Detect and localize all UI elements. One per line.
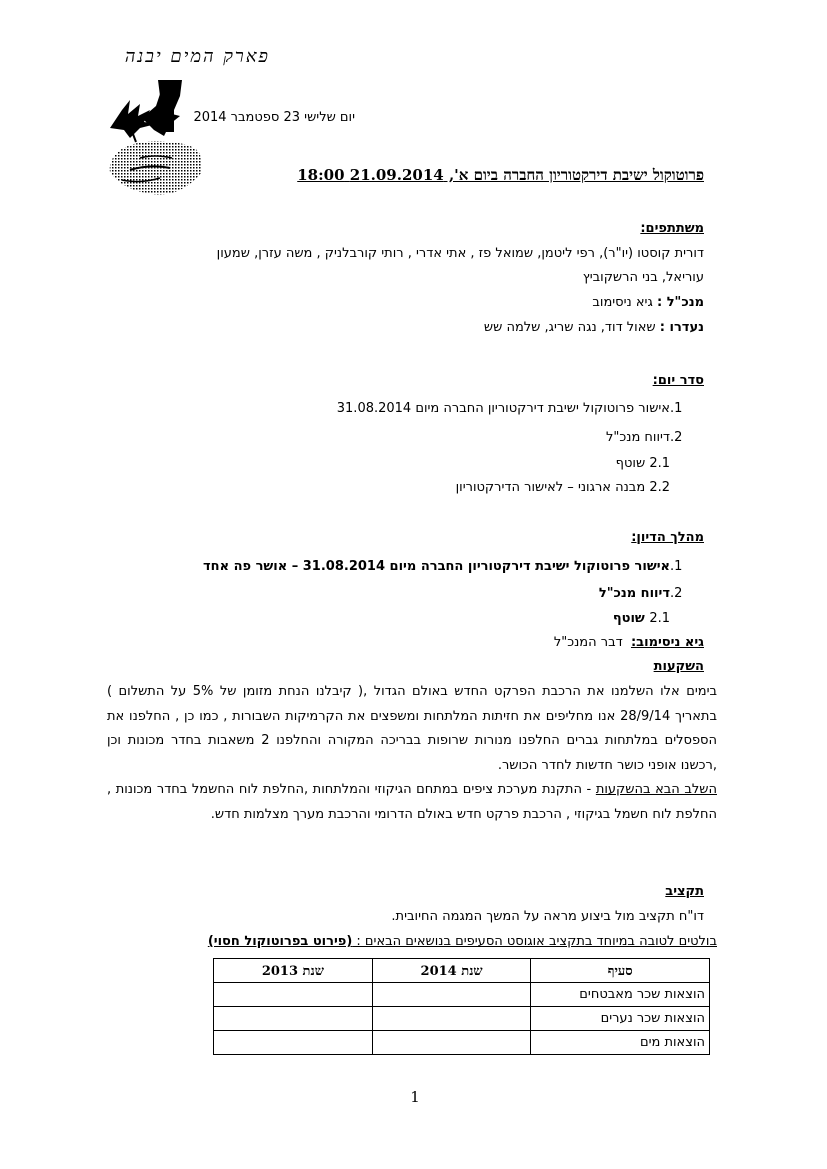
budget-table — [213, 958, 710, 1055]
table-cell — [214, 983, 373, 1007]
table-cell: הוצאות שכר מאבטחים — [531, 983, 710, 1007]
table-row — [214, 1007, 710, 1031]
budget-line-2 — [208, 934, 717, 950]
agenda-item-text: אישור פרוטוקול ישיבת דירקטוריון החברה מיום 31.08.2014 — [336, 401, 670, 416]
discussion-item-1 — [203, 559, 704, 575]
agenda-item-1 — [337, 401, 704, 417]
discussion-item-text: שוטף — [612, 611, 645, 626]
investments-heading: השקעות — [653, 659, 704, 674]
table-cell — [372, 983, 531, 1007]
participants-line-2: עוריאל, בני הרשקוביץ — [582, 270, 704, 285]
agenda-item-number: 2. — [670, 430, 683, 445]
agenda-item-number: 2.2 — [649, 480, 670, 495]
budget-line-1: דו"ח תקציב מול ביצוע מראה על המשך המגמה החיובית. — [391, 909, 704, 924]
investments-paragraph: בימים אלו השלמנו את הרכבת הפרקט החדש באולם הגדול ,( קיבלנו הנחת מזומן של 5% על התשלום ) בתאריך 28/9/14 אנו מחליפים את חזיתות המלתחות ומשפצים את הקרמיקות השבורות , כמו כן , החלפנו את הספסלים במלתחות גברים החלפנו מנורות שרופות בבריכה המקורה והחלפנו 2 משאבות בחדר מכונות וכן ,רכשנו אופני כושר חדשות לחדר הכושר. — [107, 684, 717, 773]
budget-heading: תקציב — [665, 884, 704, 899]
table-header-row — [214, 959, 710, 983]
manager-name: גיא ניסימוב — [592, 295, 653, 310]
participants-heading: משתתפים: — [640, 221, 704, 236]
absent-names: שאול דוד, נגה שריג, שלמה שש — [483, 320, 656, 335]
meeting-date: יום שלישי 23 ספטמבר 2014 — [193, 110, 355, 125]
agenda-heading: סדר יום: — [652, 373, 704, 388]
speaker-label: גיא ניסימוב: — [630, 635, 704, 650]
column-header-2014: שנת 2014 — [372, 959, 531, 983]
discussion-item-2 — [599, 586, 704, 602]
discussion-item-text: אישור פרוטוקול ישיבת דירקטוריון החברה מיום 31.08.2014 – אושר פה אחד — [203, 559, 670, 574]
table-cell — [214, 1007, 373, 1031]
table-row — [214, 1031, 710, 1055]
table-cell — [372, 1007, 531, 1031]
page-title: פרוטוקול ישיבת דירקטוריון החברה ביום א', 21.09.2014 18:00 — [297, 166, 704, 184]
absent-line — [484, 320, 704, 336]
agenda-item-text: שוטף — [615, 456, 646, 471]
agenda-item-2-1 — [616, 456, 670, 472]
table-cell: הוצאות מים — [531, 1031, 710, 1055]
speaker-text: דבר המנכ"ל — [553, 635, 623, 650]
discussion-item-text: דיווח מנכ"ל — [598, 586, 670, 601]
budget-line-2-text: בולטים לטובה במיוחד בתקציב אוגוסט הסעיפים בנושאים הבאים : — [352, 934, 717, 949]
page-number: 1 — [410, 1088, 420, 1106]
discussion-item-number: 1. — [670, 559, 683, 574]
discussion-item-number: 2.1 — [649, 611, 670, 626]
participants-line-1: דורית קוסטו (יו"ר), רפי ליטמן, שמואל פז , אתי אדרי , רותי קורבלניק , משה עזרן, שמעון — [216, 246, 704, 261]
table-row — [214, 983, 710, 1007]
manager-label: מנכ"ל : — [656, 295, 704, 310]
column-header-item: סעיף — [531, 959, 710, 983]
palm-tree-logo-icon — [100, 80, 215, 198]
agenda-item-2 — [606, 430, 704, 446]
column-header-2013: שנת 2013 — [214, 959, 373, 983]
manager-line — [592, 295, 704, 311]
agenda-item-text: דיווח מנכ"ל — [606, 430, 670, 445]
discussion-item-number: 2. — [670, 586, 683, 601]
discussion-item-2-1 — [613, 611, 670, 627]
speaker-line — [554, 635, 704, 651]
absent-label: נעדרו : — [659, 320, 704, 335]
agenda-item-2-2 — [456, 480, 670, 496]
agenda-item-number: 2.1 — [649, 456, 670, 471]
discussion-heading: מהלך הדיון: — [631, 530, 704, 545]
agenda-item-text: מבנה ארגוני – לאישור הדירקטוריון — [455, 480, 646, 495]
table-cell: הוצאות שכר נערים — [531, 1007, 710, 1031]
table-cell — [214, 1031, 373, 1055]
next-stage-paragraph — [107, 778, 717, 827]
confidential-note: (פירוט בפרוטוקול חסוי) — [207, 934, 353, 949]
table-cell — [372, 1031, 531, 1055]
next-stage-label: השלב הבא בהשקעות — [595, 782, 717, 797]
agenda-item-number: 1. — [670, 401, 683, 416]
org-name: פארק המים יבנה — [124, 46, 270, 67]
next-stage-text: - התקנת מערכת ציפים במתחם הגיקוזי והמלתחות ,החלפת לוח החשמל בחדר מכונות , החלפת לוח חשמל בגיקוזי , הרכבת פרקט חדש באולם הדרומי והרכבת מערך מצלמות חדש. — [107, 782, 717, 822]
